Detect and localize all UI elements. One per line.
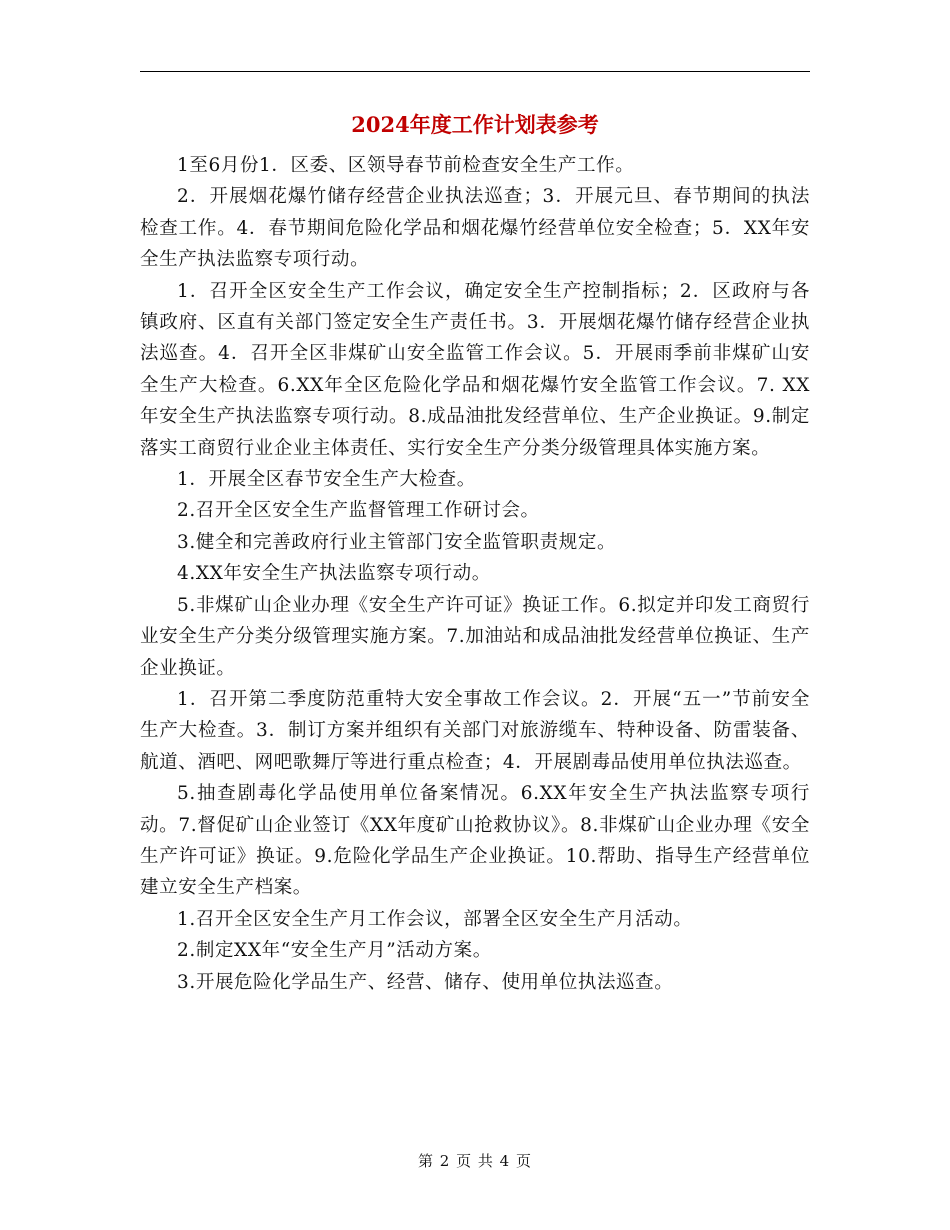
page-number-footer: 第 2 页 共 4 页 <box>418 1152 532 1170</box>
paragraph: 2.制定XX年“安全生产月”活动方案。 <box>177 940 492 962</box>
paragraph: 2.召开全区安全生产监督管理工作研讨会。 <box>177 500 540 522</box>
paragraph: 4.XX年安全生产执法监察专项行动。 <box>177 563 491 585</box>
header-rule <box>140 71 810 72</box>
paragraph: 5.抽查剧毒化学品使用单位备案情况。6.XX年安全生产执法监察专项行动。7.督促矿山企业签订《XX年度矿山抢救协议》。8.非煤矿山企业办理《安全生产许可证》换证。9.危险化学品生产企业换证。10.帮助、指导生产经营单位建立安全生产档案。 <box>140 783 810 899</box>
paragraph: 3.健全和完善政府行业主管部门安全监管职责规定。 <box>177 531 617 553</box>
paragraph: 1.召开全区安全生产月工作会议，部署全区安全生产月活动。 <box>177 908 693 930</box>
paragraph: 5.非煤矿山企业办理《安全生产许可证》换证工作。6.拟定并印发工商贸行业安全生产分类分级管理实施方案。7.加油站和成品油批发经营单位换证、生产企业换证。 <box>140 594 810 679</box>
document-body <box>140 150 810 998</box>
document-title: 2024年度工作计划表参考 <box>351 112 599 137</box>
paragraph: 1．开展全区春节安全生产大检查。 <box>177 469 476 491</box>
paragraph: 2．开展烟花爆竹储存经营企业执法巡查；3．开展元旦、春节期间的执法检查工作。4．春节期间危险化学品和烟花爆竹经营单位安全检查；5．XX年安全生产执法监察专项行动。 <box>140 186 810 271</box>
paragraph: 3.开展危险化学品生产、经营、储存、使用单位执法巡查。 <box>177 971 674 993</box>
paragraph: 1至6月份1．区委、区领导春节前检查安全生产工作。 <box>177 155 635 176</box>
paragraph: 1．召开第二季度防范重特大安全事故工作会议。2．开展“五一”节前安全生产大检查。3．制订方案并组织有关部门对旅游缆车、特种设备、防雷装备、航道、酒吧、网吧歌舞厅等进行重点检查；4．开展剧毒品使用单位执法巡查。 <box>140 688 810 773</box>
paragraph: 1．召开全区安全生产工作会议，确定安全生产控制指标；2．区政府与各镇政府、区直有关部门签定安全生产责任书。3．开展烟花爆竹储存经营企业执法巡查。4．召开全区非煤矿山安全监管工作会议。5．开展雨季前非煤矿山安全生产大检查。6.XX年全区危险化学品和烟花爆竹安全监管工作会议。7. XX年安全生产执法监察专项行动。8.成品油批发经营单位、生产企业换证。9.制定落实工商贸行业企业主体责任、实行安全生产分类分级管理具体实施方案。 <box>140 280 810 459</box>
